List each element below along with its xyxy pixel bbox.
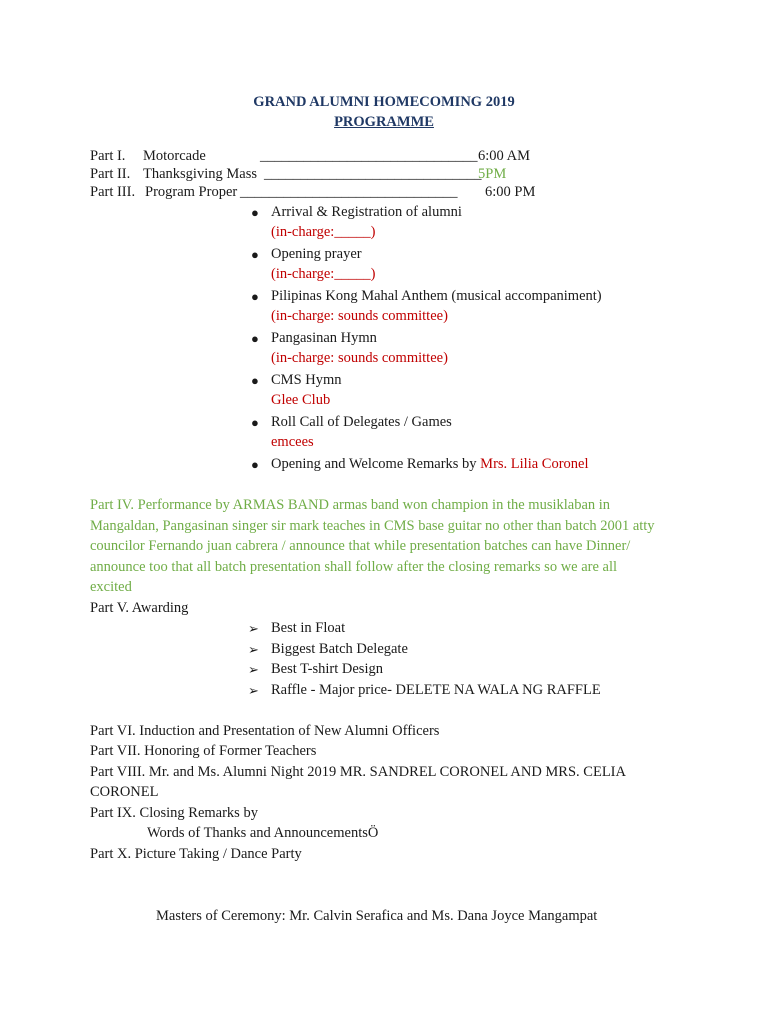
opening-remarks-person: Mrs. Lilia Coronel — [480, 456, 589, 472]
part-name: Thanksgiving Mass — [143, 166, 257, 182]
part-8-line-2: CORONEL — [90, 784, 159, 800]
part-name: Program Proper — [145, 184, 238, 200]
part-fill-line: ______________________________ — [264, 166, 482, 182]
paragraph-line: excited — [90, 579, 132, 595]
part-time: 6:00 PM — [485, 184, 536, 200]
paragraph-line: Part IV. Performance by ARMAS BAND armas band won champion in the musiklaban in — [90, 497, 611, 513]
item-title: Pilipinas Kong Mahal Anthem (musical accompaniment) — [271, 288, 602, 304]
item-title: CMS Hymn — [271, 372, 342, 388]
document-title: GRAND ALUMNI HOMECOMING 2019 — [253, 94, 515, 110]
paragraph-line: councilor Fernando juan cabrera / announce that while presentation batches can have Dinner/ — [90, 538, 631, 554]
award-name: Biggest Batch Delegate — [271, 641, 408, 657]
item-note: (in-charge: sounds committee) — [271, 308, 448, 324]
part-9-subitem: Words of Thanks and AnnouncementsÖ — [147, 825, 379, 841]
item-title: Opening prayer — [271, 246, 362, 262]
part-9: Part IX. Closing Remarks by — [90, 805, 258, 821]
arrow-bullet-icon: ➢ — [248, 683, 259, 698]
opening-remarks-text: Opening and Welcome Remarks by — [271, 456, 481, 472]
paragraph-line: Mangaldan, Pangasinan singer sir mark teaches in CMS base guitar no other than batch 2001 atty — [90, 518, 655, 534]
item-title — [271, 455, 589, 473]
award-name: Best in Float — [271, 620, 346, 636]
part-label: Part II. — [90, 166, 131, 182]
masters-of-ceremony: Masters of Ceremony: Mr. Calvin Serafica and Ms. Dana Joyce Mangampat — [156, 908, 598, 924]
item-note: (in-charge:_____) — [271, 224, 376, 240]
bullet-icon: ● — [251, 331, 259, 346]
item-note: Glee Club — [271, 392, 331, 408]
award-name: Best T-shirt Design — [271, 661, 383, 677]
part-10: Part X. Picture Taking / Dance Party — [90, 846, 302, 862]
item-title: Arrival & Registration of alumni — [271, 204, 462, 220]
arrow-bullet-icon: ➢ — [248, 662, 259, 677]
part-time: 5PM — [478, 166, 507, 182]
item-title: Roll Call of Delegates / Games — [271, 414, 452, 430]
part-label: Part I. — [90, 148, 126, 164]
part-7: Part VII. Honoring of Former Teachers — [90, 743, 317, 759]
part-fill-line: ______________________________ — [240, 184, 458, 200]
item-note: emcees — [271, 434, 314, 450]
bullet-icon: ● — [251, 457, 259, 472]
part-time: 6:00 AM — [478, 148, 530, 164]
bullet-icon: ● — [251, 373, 259, 388]
part-label: Part III. — [90, 184, 136, 200]
item-title: Pangasinan Hymn — [271, 330, 377, 346]
paragraph-line: announce too that all batch presentation shall follow after the closing remarks so we are all — [90, 559, 618, 575]
part-8-line-1: Part VIII. Mr. and Ms. Alumni Night 2019 MR. SANDREL CORONEL AND MRS. CELIA — [90, 764, 626, 780]
part-name: Motorcade — [143, 148, 206, 164]
bullet-icon: ● — [251, 289, 259, 304]
part-6: Part VI. Induction and Presentation of New Alumni Officers — [90, 723, 440, 739]
document-subtitle: PROGRAMME — [334, 114, 434, 130]
part-fill-line: ______________________________ — [260, 148, 478, 164]
item-note: (in-charge:_____) — [271, 266, 376, 282]
part-5-label: Part V. Awarding — [90, 600, 189, 616]
bullet-icon: ● — [251, 247, 259, 262]
bullet-icon: ● — [251, 205, 259, 220]
item-note: (in-charge: sounds committee) — [271, 350, 448, 366]
arrow-bullet-icon: ➢ — [248, 642, 259, 657]
arrow-bullet-icon: ➢ — [248, 621, 259, 636]
award-name: Raffle - Major price- DELETE NA WALA NG RAFFLE — [271, 682, 601, 698]
bullet-icon: ● — [251, 415, 259, 430]
